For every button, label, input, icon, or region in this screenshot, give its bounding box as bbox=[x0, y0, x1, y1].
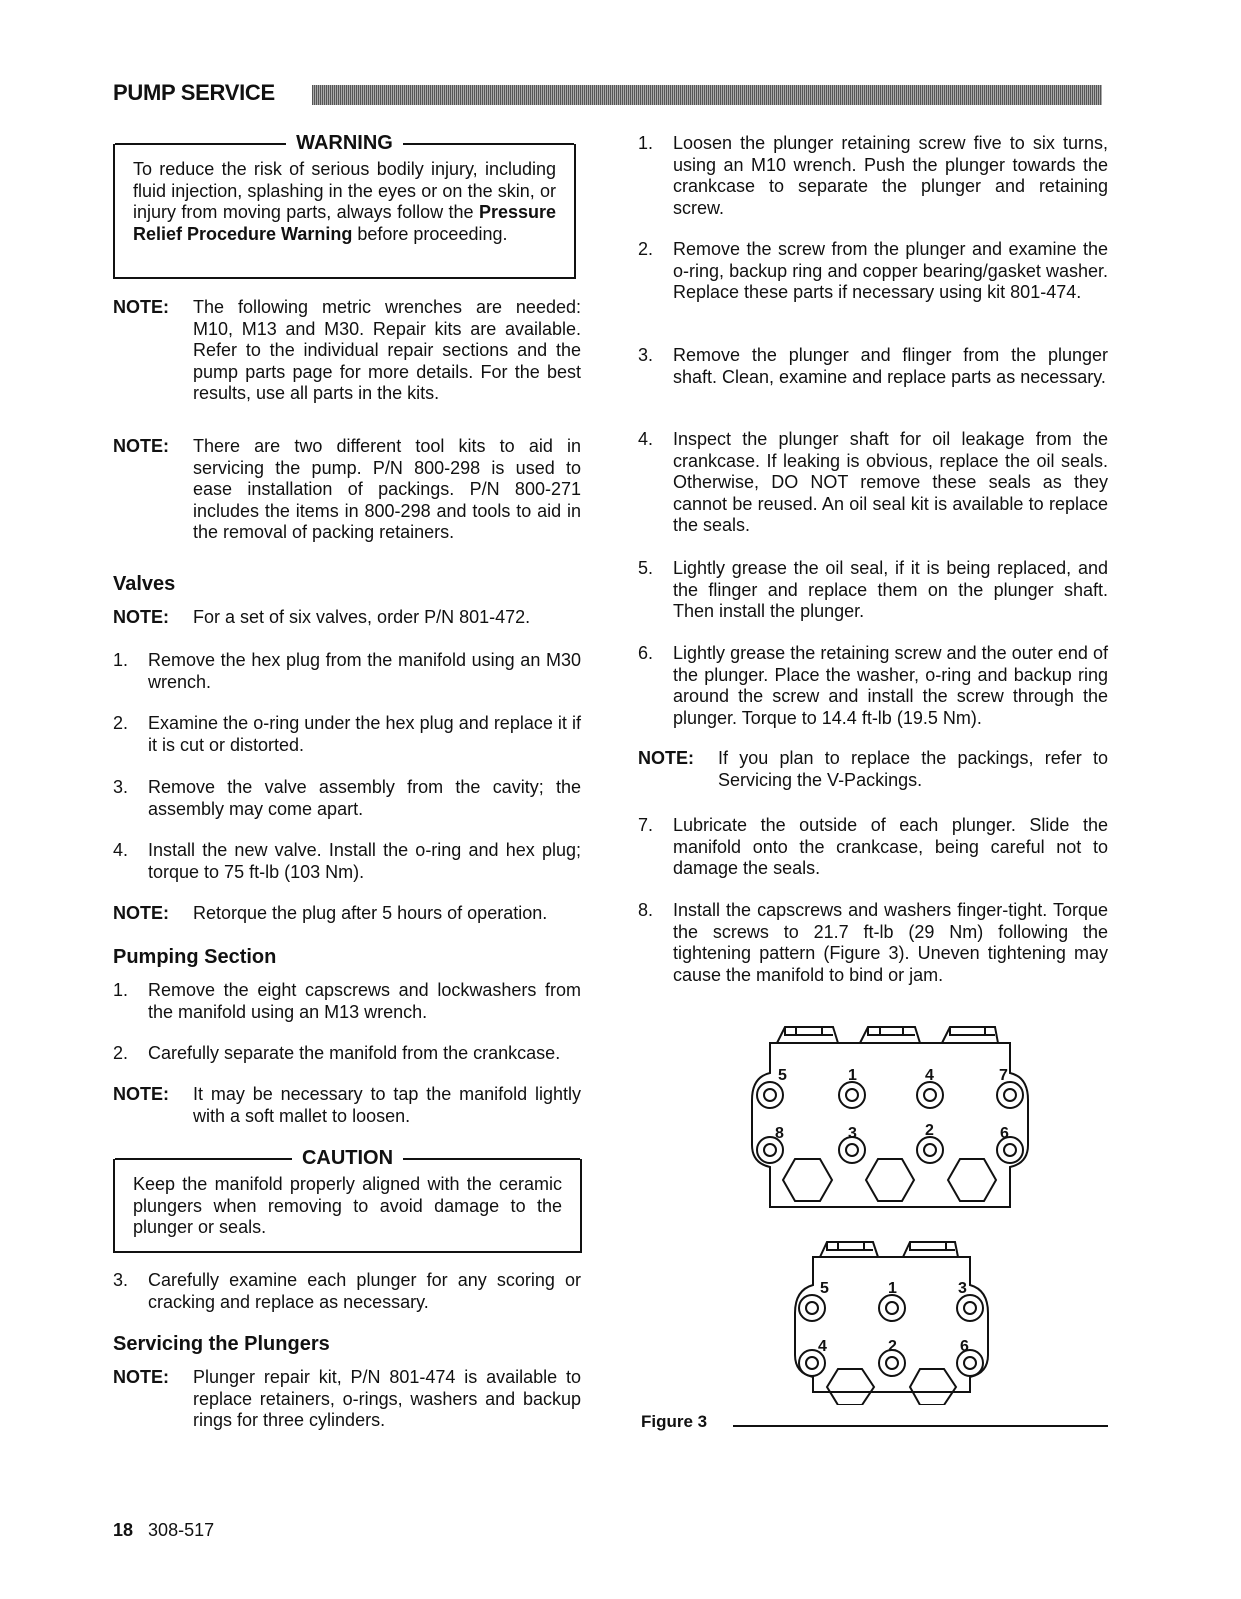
caution-box bbox=[113, 1147, 582, 1253]
manifold-6-screw bbox=[795, 1242, 988, 1405]
note-tool-kits: NOTE: There are two different tool kits to aid in servicing the pump. P/N 800-298 is used to ease installation of packings. P/N 800-271 includes the items in 800-298 and tools to aid in the removal of packing retainers. bbox=[113, 436, 581, 543]
plunger-step: 2. Remove the screw from the plunger and examine the o-ring, backup ring and copper bearing/gasket washer. Replace these parts if necessary using kit 801-474. bbox=[638, 239, 1108, 303]
torque-order-label: 2 bbox=[888, 1338, 897, 1355]
screw-holes bbox=[757, 1082, 1023, 1163]
pumping-step: 2. Carefully separate the manifold from the crankcase. bbox=[113, 1043, 561, 1063]
page-number: 18 bbox=[113, 1520, 134, 1540]
warning-title: WARNING bbox=[296, 132, 393, 154]
torque-order-label: 3 bbox=[848, 1125, 857, 1142]
valve-step: 4. Install the new valve. Install the o-ring and hex plug; torque to 75 ft-lb (103 Nm). bbox=[113, 840, 581, 882]
header-bar bbox=[312, 85, 1102, 105]
figure-3-tightening-pattern bbox=[730, 995, 1030, 1405]
valve-step: 2. Examine the o-ring under the hex plug and replace it if it is cut or distorted. bbox=[113, 713, 581, 755]
torque-order-label: 4 bbox=[818, 1338, 827, 1355]
torque-order-label: 5 bbox=[820, 1280, 829, 1297]
torque-order-label: 4 bbox=[925, 1067, 934, 1084]
manifold-8-screw bbox=[752, 1027, 1028, 1207]
caption-rule bbox=[733, 1425, 1108, 1427]
plunger-step: 7. Lubricate the outside of each plunger. Slide the manifold onto the crankcase, being careful not to damage the seals. bbox=[638, 815, 1108, 879]
pumping-heading: Pumping Section bbox=[113, 946, 277, 968]
caution-title: CAUTION bbox=[301, 1147, 394, 1169]
pumping-step: 3. Carefully examine each plunger for any scoring or cracking and replace as necessary. bbox=[113, 1270, 581, 1312]
page-footer bbox=[113, 1520, 214, 1541]
plunger-step: 4. Inspect the plunger shaft for oil leakage from the crankcase. If leaking is obvious, replace the oil seals. Otherwise, DO NOT remove these seals as they cannot be reused. An oil seal kit is available to replace the seals. bbox=[638, 429, 1108, 536]
page-header: PUMP SERVICE bbox=[113, 80, 275, 105]
torque-order-label: 3 bbox=[958, 1280, 967, 1297]
pressure-relief-ref: Pressure Relief Procedure Warning bbox=[133, 202, 556, 244]
valve-step: 3. Remove the valve assembly from the cavity; the assembly may come apart. bbox=[113, 777, 581, 819]
torque-order-label: 2 bbox=[925, 1122, 934, 1139]
plungers-heading: Servicing the Plungers bbox=[113, 1333, 330, 1355]
note-mallet: NOTE: It may be necessary to tap the manifold lightly with a soft mallet to loosen. bbox=[113, 1084, 581, 1126]
manifold-ports bbox=[777, 1027, 998, 1043]
valves-heading: Valves bbox=[113, 573, 176, 595]
note-valves: NOTE: For a set of six valves, order P/N 801-472. bbox=[113, 607, 531, 627]
figure-caption: Figure 3 bbox=[641, 1412, 708, 1431]
torque-order-label: 5 bbox=[778, 1067, 787, 1084]
note-v-packings: NOTE: If you plan to replace the packings, refer to Servicing the V-Packings. bbox=[638, 748, 1108, 790]
torque-order-label: 8 bbox=[775, 1125, 784, 1142]
torque-order-label: 6 bbox=[1000, 1125, 1009, 1142]
warning-box bbox=[113, 132, 576, 279]
plunger-step: 8. Install the capscrews and washers finger-tight. Torque the screws to 21.7 ft-lb (29 Nm) following the tightening pattern (Figure 3). Uneven tightening may cause the manifold to bind or jam. bbox=[638, 900, 1108, 985]
note-plunger-kit: NOTE: Plunger repair kit, P/N 801-474 is available to replace retainers, o-rings, washers and backup rings for three cylinders. bbox=[113, 1367, 581, 1431]
plunger-step: 6. Lightly grease the retaining screw and the outer end of the plunger. Place the washer, o-ring and backup ring around the screw and install the screw through the plunger. Torque to 14.4 ft-lb (19.5 Nm). bbox=[638, 643, 1108, 728]
plunger-step: 5. Lightly grease the oil seal, if it is being replaced, and the flinger and replace them on the plunger shaft. Then install the plunger. bbox=[638, 558, 1108, 622]
document-number: 308-517 bbox=[148, 1520, 215, 1540]
warning-text: To reduce the risk of serious bodily injury, including fluid injection, splashing in the eyes or on the skin, or injury from moving parts, always follow the Pressure Relief Procedure Warning before proceeding. bbox=[133, 159, 556, 244]
hex-plugs bbox=[783, 1159, 996, 1201]
plunger-step: 1. Loosen the plunger retaining screw five to six turns, using an M10 wrench. Push the plunger towards the crankcase to separate the plunger and retaining screw. bbox=[638, 133, 1108, 218]
torque-order-label: 7 bbox=[999, 1067, 1008, 1084]
torque-order-label: 1 bbox=[848, 1067, 857, 1084]
caution-text: Keep the manifold properly aligned with the ceramic plungers when removing to avoid damage to the plunger or seals. bbox=[133, 1174, 562, 1238]
pumping-step: 1. Remove the eight capscrews and lockwashers from the manifold using an M13 wrench. bbox=[113, 980, 581, 1022]
note-wrenches: NOTE: The following metric wrenches are needed: M10, M13 and M30. Repair kits are available. Refer to the individual repair sections and the pump parts page for more details. For the best results, use all parts in the kits. bbox=[113, 297, 581, 404]
torque-order-label: 1 bbox=[888, 1280, 897, 1297]
torque-order-label: 6 bbox=[960, 1338, 969, 1355]
valve-step: 1. Remove the hex plug from the manifold using an M30 wrench. bbox=[113, 650, 581, 692]
note-retorque: NOTE: Retorque the plug after 5 hours of operation. bbox=[113, 903, 548, 923]
plunger-step: 3. Remove the plunger and flinger from the plunger shaft. Clean, examine and replace parts as necessary. bbox=[638, 345, 1108, 387]
